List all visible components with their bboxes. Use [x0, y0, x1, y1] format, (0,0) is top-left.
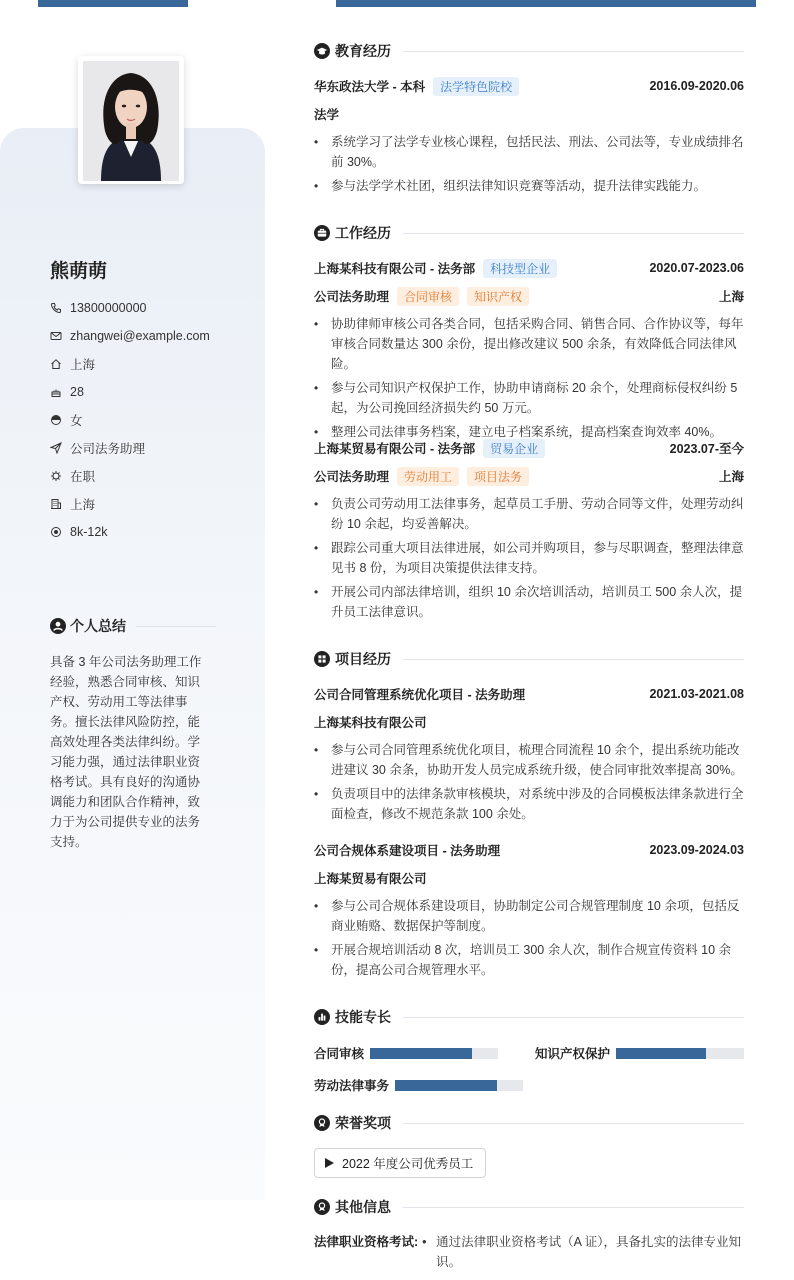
skill-item-2	[314, 1076, 523, 1094]
work-title: 工作经历	[335, 225, 391, 241]
work-1-role-row	[314, 466, 744, 486]
award-icon	[314, 1199, 330, 1215]
work-0-company: 上海某科技有限公司 - 法务部	[314, 262, 476, 276]
list-item: • 协助律师审核公司各类合同，包括采购合同、销售合同、合作协议等，每年审核合同数量达 300 余份，提出修改建议 500 余条，有效降低合同法律风险。	[314, 314, 744, 374]
work-1-company: 上海某贸易有限公司 - 法务部	[314, 442, 476, 456]
list-item: • 系统学习了法学专业核心课程，包括民法、刑法、公司法等，专业成绩排名前 30%。	[314, 132, 744, 172]
target-city-text: 上海	[70, 498, 96, 512]
list-item: • 跟踪公司重大项目法律进展，如公司并购项目，参与尽职调查，整理法律意见书 8 份，为项目决策提供法律支持。	[314, 538, 744, 578]
work-1-role: 公司法务助理	[314, 470, 390, 484]
other-title: 其他信息	[335, 1199, 391, 1215]
projects-divider	[403, 659, 744, 660]
work-divider	[403, 233, 744, 234]
work-0-company-tag: 科技型企业	[483, 259, 557, 278]
education-school-row	[314, 76, 744, 96]
skill-item-0	[314, 1044, 498, 1062]
work-0-role: 公司法务助理	[314, 290, 390, 304]
projects-heading	[314, 649, 744, 669]
phone-icon	[50, 302, 62, 314]
award-item	[314, 1148, 486, 1178]
home-icon	[50, 358, 62, 370]
status-text: 在职	[70, 470, 96, 484]
work-0-period: 2020.07-2023.06	[649, 261, 744, 275]
building-icon	[50, 498, 62, 510]
work-1-city: 上海	[718, 470, 744, 484]
skill-0-bar	[370, 1048, 498, 1059]
education-bullets	[314, 132, 744, 200]
gender-icon	[50, 414, 62, 426]
salary-text: 8k-12k	[70, 525, 108, 539]
work-1-company-row	[314, 438, 744, 458]
mail-icon	[50, 330, 62, 342]
work-0-bullets	[314, 314, 744, 446]
skills-heading	[314, 1007, 744, 1027]
bar-chart-icon	[314, 1009, 330, 1025]
skill-2-bar-fill	[395, 1080, 497, 1091]
work-0-tag-1: 知识产权	[467, 287, 529, 306]
skill-0-bar-fill	[370, 1048, 472, 1059]
profile-photo	[83, 61, 179, 181]
summary-text: 具备 3 年公司法务助理工作经验，熟悉合同审核、知识产权、劳动用工等法律事务。擅长法律风险防控，能高效处理各类法律纠纷。学习能力强，通过法律职业资格考试。具有良好的沟通协调能力和团队合作精神，致力于为公司提供专业的法务支持。	[50, 655, 202, 849]
project-1-name: 公司合规体系建设项目 - 法务助理	[314, 844, 501, 858]
list-item: • 开展合规培训活动 8 次，培训员工 300 余人次，制作合规宣传资料 10 余份，提高公司合规管理水平。	[314, 940, 744, 980]
send-icon	[50, 442, 62, 454]
skill-1-bar-fill	[616, 1048, 706, 1059]
education-heading	[314, 41, 744, 61]
grid-icon	[314, 651, 330, 667]
project-0-org-row	[314, 712, 744, 732]
skills-divider	[403, 1017, 744, 1018]
info-gender	[50, 406, 260, 434]
location-text: 上海	[70, 358, 96, 372]
award-icon	[314, 1115, 330, 1131]
list-item: • 参与公司合同管理系统优化项目，梳理合同流程 10 余个，提出系统功能改进建议 30 余条，协助开发人员完成系统升级，使合同审批效率提高 30%。	[314, 740, 744, 780]
other-label: 法律职业资格考试:	[314, 1235, 419, 1249]
briefcase-icon	[314, 225, 330, 241]
education-major: 法学	[314, 108, 340, 122]
info-target-city	[50, 490, 260, 518]
awards-divider	[403, 1123, 744, 1124]
project-0-bullets	[314, 740, 744, 828]
top-accent-bar-right	[336, 0, 756, 7]
position-text: 公司法务助理	[70, 442, 146, 456]
other-heading	[314, 1197, 744, 1217]
list-item: • 负责公司劳动用工法律事务，起草员工手册、劳动合同等文件，处理劳动纠纷 10 余起，均妥善解决。	[314, 494, 744, 534]
work-1-company-tag: 贸易企业	[483, 439, 545, 458]
project-1-org-row	[314, 868, 744, 888]
project-1-period: 2023.09-2024.03	[649, 843, 744, 857]
user-icon	[50, 618, 66, 634]
contact-info-list	[50, 294, 260, 546]
work-1-tag-1: 项目法务	[467, 467, 529, 486]
email-text: zhangwei@example.com	[70, 329, 210, 343]
list-item: • 参与法学学术社团，组织法律知识竞赛等活动，提升法律实践能力。	[314, 176, 744, 196]
project-0-name: 公司合同管理系统优化项目 - 法务助理	[314, 688, 526, 702]
work-0-city: 上海	[718, 290, 744, 304]
work-heading	[314, 223, 744, 243]
top-accent-bar-left	[38, 0, 188, 7]
other-value: • 通过法律职业资格考试（A 证），具备扎实的法律专业知识。	[418, 1232, 744, 1272]
list-item: • 参与公司知识产权保护工作，协助申请商标 20 余个，处理商标侵权纠纷 5 起，为公司挽回经济损失约 50 万元。	[314, 378, 744, 418]
info-location	[50, 350, 260, 378]
work-0-role-row	[314, 286, 744, 306]
cake-icon	[50, 386, 62, 398]
education-school: 华东政法大学 - 本科	[314, 80, 426, 94]
work-0-company-row	[314, 258, 744, 278]
skill-0-name: 合同审核	[314, 1047, 365, 1061]
summary-title: 个人总结	[70, 618, 126, 634]
project-0-name-row	[314, 684, 744, 704]
status-icon	[50, 470, 62, 482]
info-status	[50, 462, 260, 490]
education-school-tag: 法学特色院校	[433, 77, 519, 96]
awards-title: 荣誉奖项	[335, 1115, 391, 1131]
age-text: 28	[70, 385, 84, 399]
education-divider	[403, 51, 744, 52]
profile-name: 熊萌萌	[50, 261, 108, 282]
projects-title: 项目经历	[335, 651, 391, 667]
skill-2-bar	[395, 1080, 523, 1091]
profile-photo-frame	[78, 56, 184, 184]
work-0-tag-0: 合同审核	[397, 287, 459, 306]
gender-text: 女	[70, 414, 83, 428]
work-1-tag-0: 劳动用工	[397, 467, 459, 486]
skill-2-name: 劳动法律事务	[314, 1079, 390, 1093]
other-divider	[403, 1207, 744, 1208]
info-email	[50, 322, 260, 350]
education-major-row	[314, 104, 744, 124]
play-triangle-icon	[325, 1158, 334, 1168]
list-item: • 参与公司合规体系建设项目，协助制定公司合规管理制度 10 余项，包括反商业贿赂、数据保护等制度。	[314, 896, 744, 936]
info-phone	[50, 294, 260, 322]
skill-1-name: 知识产权保护	[535, 1047, 611, 1061]
info-age	[50, 378, 260, 406]
list-item: • 负责项目中的法律条款审核模块，对系统中涉及的合同模板法律条款进行全面检查，修改不规范条款 100 余处。	[314, 784, 744, 824]
education-period: 2016.09-2020.06	[649, 79, 744, 93]
skill-1-bar	[616, 1048, 744, 1059]
phone-text: 13800000000	[70, 301, 147, 315]
graduation-cap-icon	[314, 43, 330, 59]
awards-heading	[314, 1113, 744, 1133]
education-title: 教育经历	[335, 43, 391, 59]
target-icon	[50, 526, 62, 538]
work-1-period: 2023.07-至今	[669, 442, 744, 456]
other-info-row	[314, 1232, 744, 1272]
project-0-org: 上海某科技有限公司	[314, 716, 427, 730]
award-text: 2022 年度公司优秀员工	[342, 1157, 474, 1171]
project-1-name-row	[314, 840, 744, 860]
summary-divider	[136, 626, 216, 627]
project-1-org: 上海某贸易有限公司	[314, 872, 427, 886]
list-item: • 整理公司法律事务档案，建立电子档案系统，提高档案查询效率 40%。	[314, 422, 744, 442]
info-position	[50, 434, 260, 462]
skill-item-1	[535, 1044, 744, 1062]
summary-heading	[50, 616, 216, 636]
info-salary	[50, 518, 260, 546]
project-0-period: 2021.03-2021.08	[649, 687, 744, 701]
work-1-bullets	[314, 494, 744, 626]
list-item: • 开展公司内部法律培训，组织 10 余次培训活动，培训员工 500 余人次，提升员工法律意识。	[314, 582, 744, 622]
skills-title: 技能专长	[335, 1009, 391, 1025]
project-1-bullets	[314, 896, 744, 984]
